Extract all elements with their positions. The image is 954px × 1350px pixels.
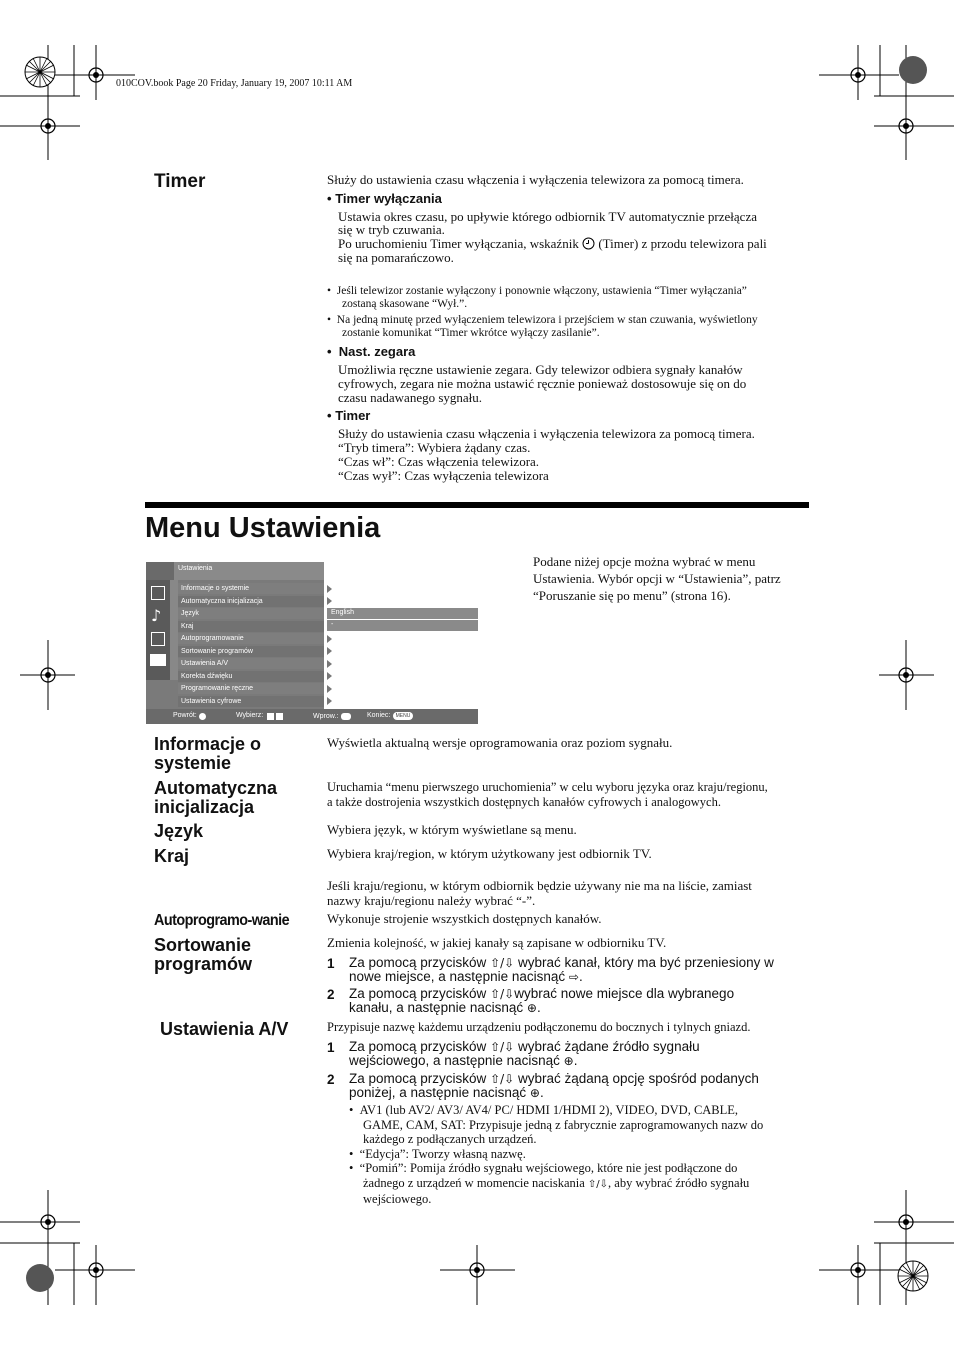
step-text: kanału, a następnie nacisnąć (349, 1000, 524, 1015)
heading-line: programów (154, 954, 253, 974)
heading-line: systemie (154, 753, 232, 773)
step-text: Za pomocą przycisków (349, 986, 487, 1001)
menu-item[interactable] (178, 658, 324, 669)
sort-step-1: Za pomocą przycisków ⇧/⇩ wybrać kanał, który ma być przeniesiony w nowe miejsce, a następnie nacisnąć ⇨. (349, 955, 774, 984)
desc-auto-init (327, 780, 768, 810)
bullet-dot: • (349, 1146, 354, 1161)
heading-country: Kraj (154, 846, 190, 866)
sort-step-2: Za pomocą przycisków ⇧/⇩wybrać nowe miejsce dla wybranego kanału, a następnie nacisnąć ⊕. (349, 986, 735, 1015)
country-value: - (331, 621, 334, 628)
enter-icon: ⊕ (529, 1086, 540, 1100)
footer-exit: Koniec: (367, 712, 391, 719)
bullet-dot: • (349, 1103, 354, 1117)
up-down-arrows-icon: ⇧/⇩ (490, 1072, 515, 1086)
option-text: AV1 (lub AV2/ AV3/ AV4/ PC/ HDMI 1/HDMI 2), VIDEO, DVD, CABLE, (359, 1103, 739, 1117)
sound-icon[interactable]: ♪ (151, 606, 162, 625)
bullet-dot: • (349, 1161, 354, 1175)
desc-country-note (327, 878, 752, 908)
option-text: GAME, CAM, SAT: Przypisuje jedną z fabrycznie zaprogramowanych nazw do (363, 1117, 764, 1132)
note-1-line2: zostaną skasowane “Wył.”. (342, 298, 468, 310)
av-options-list (349, 1103, 763, 1207)
step-text: wybrać nowe miejsce dla wybranego (514, 986, 735, 1001)
menu-item[interactable] (178, 646, 324, 657)
footer-back: Powrót: (173, 712, 197, 719)
footer-select: Wybierz: (236, 712, 264, 719)
menu-item-label: Korekta dźwięku (181, 672, 233, 680)
timer-b1-line4: się na pomarańczowo. (338, 250, 454, 265)
features-icon[interactable] (151, 632, 165, 646)
picture-icon[interactable] (151, 586, 165, 600)
timer-b3-line2: “Tryb timera”: Wybiera żądany czas. (338, 440, 531, 455)
up-down-arrows-icon: ⇧/⇩ (490, 956, 515, 970)
step-text: nowe miejsce, a następnie nacisnąć (349, 969, 566, 984)
timer-b3-line3: “Czas wł”: Czas włączenia telewizora. (338, 454, 540, 469)
step-text: poniżej, a następnie nacisnąć (349, 1085, 527, 1100)
settings-icon[interactable] (150, 654, 166, 666)
av-step-1: Za pomocą przycisków ⇧/⇩ wybrać żądane źródło sygnału wejściowego, a następnie nacisnąć ⊕. (349, 1039, 700, 1068)
heading-line: Informacje o (154, 734, 262, 754)
desc-line: a także dostrojenia wszystkich dostępnych kanałów cyfrowych i analogowych. (327, 795, 721, 809)
heading-line: inicjalizacja (154, 797, 255, 817)
submenu-arrow-icon (327, 697, 332, 705)
heading-auto-init (154, 779, 277, 817)
bullet-timer (327, 408, 370, 423)
timer-b1-line1: Ustawia okres czasu, po upływie którego odbiornik TV automatycznie przełącza (338, 209, 757, 224)
step-text: wejściowego, a następnie nacisnąć (349, 1053, 560, 1068)
desc-sort: Zmienia kolejność, w jakiej kanały są zapisane w odbiorniku TV. (327, 935, 667, 950)
heading-sort (154, 936, 252, 974)
up-down-arrows-icon: ⇧/⇩ (490, 987, 515, 1001)
desc-line: nazwy kraju/regionu należy wybrać “-”. (327, 893, 536, 908)
menu-item[interactable] (178, 608, 324, 619)
menu-item[interactable] (178, 633, 324, 644)
menu-item[interactable] (178, 696, 324, 707)
up-down-arrows-icon: ⇧/⇩ (490, 1040, 515, 1054)
option-text: “Edycja”: Tworzy własną nazwę. (359, 1146, 526, 1161)
note-2-line2: zostanie komunikat “Timer wkrótce wyłączy zasilanie”. (342, 327, 600, 339)
language-value: English (331, 609, 354, 616)
submenu-arrow-icon (327, 685, 332, 693)
timer-intro: Służy do ustawienia czasu włączenia i wyłączenia telewizora za pomocą timera. (327, 172, 744, 187)
submenu-arrow-icon (327, 660, 332, 668)
menu-item-label: Automatyczna inicjalizacja (181, 597, 263, 605)
heading-language: Język (154, 821, 204, 841)
menu-right-blank (324, 562, 478, 724)
timer-icon (582, 237, 595, 250)
menu-divider (170, 580, 178, 680)
option-text: wejściowego. (363, 1192, 432, 1206)
menu-item-label: Autoprogramowanie (181, 635, 244, 642)
bullet-title: Timer (335, 408, 371, 423)
menu-intro (533, 553, 781, 604)
value-row-country[interactable] (327, 620, 478, 631)
desc-line: Jeśli kraju/regionu, w którym odbiornik będzie używany nie ma na liście, zamiast (327, 878, 752, 893)
step-text: wybrać kanał, który ma być przeniesiony w (517, 955, 774, 970)
step-number: 1 (327, 956, 335, 971)
menu-item[interactable] (178, 621, 324, 632)
menu-item-label: Programowanie ręczne (181, 685, 253, 692)
step-text: wybrać żądaną opcję spośród podanych (517, 1071, 759, 1086)
enter-icon: ⊕ (526, 1001, 537, 1015)
menu-item-label: Język (181, 610, 199, 617)
note-2 (327, 313, 758, 327)
option-text: “Pomiń”: Pomija źródło sygnału wejściowego, które nie jest podłączone do (359, 1161, 738, 1175)
av-option-2 (349, 1147, 763, 1162)
back-button-icon (199, 713, 206, 720)
av-step-2: Za pomocą przycisków ⇧/⇩ wybrać żądaną opcję spośród podanych poniżej, a następnie nacisnąć ⊕. (349, 1071, 759, 1100)
enter-icon: ⊕ (563, 1054, 574, 1068)
menu-title: Ustawienia (178, 565, 213, 572)
timer-b2-line1: Umożliwia ręczne ustawienie zegara. Gdy telewizor odbiera sygnały kanałów (338, 362, 743, 377)
note-text: Jeśli telewizor zostanie wyłączony i ponownie włączony, ustawienia “Timer wyłączania” (336, 285, 747, 297)
heading-av-settings: Ustawienia A/V (160, 1019, 289, 1039)
step-number: 2 (327, 987, 335, 1002)
timer-b1-line2: się w tryb czuwania. (338, 222, 445, 237)
desc-language: Wybiera język, w którym wyświetlane są menu. (327, 822, 577, 837)
intro-line: Podane niżej opcje można wybrać w menu (533, 554, 756, 569)
enter-button-icon (341, 713, 351, 720)
desc-country: Wybiera kraj/region, w którym użytkowany jest odbiornik TV. (327, 846, 652, 861)
timer-b3-line1: Służy do ustawienia czasu włączenia i wyłączenia telewizora za pomocą timera. (338, 426, 755, 441)
section-rule (145, 502, 809, 508)
option-text: każdego z podłączanych urządzeń. (363, 1132, 537, 1146)
bullet-dot: • (327, 191, 332, 206)
menu-item-label: Kraj (181, 622, 194, 630)
av-option-1 (349, 1103, 763, 1118)
header-meta: 010COV.book Page 20 Friday, January 19, 2007 10:11 AM (116, 78, 353, 89)
step-number: 1 (327, 1040, 335, 1055)
heading-line: Automatyczna (154, 778, 278, 798)
menu-item-label: Informacje o systemie (181, 585, 250, 592)
submenu-arrow-icon (327, 635, 332, 643)
menu-icon-column (146, 580, 170, 680)
bullet-dot: • (327, 314, 332, 326)
step-text: Za pomocą przycisków (349, 1039, 487, 1054)
menu-footer (146, 709, 478, 724)
bullet-title: Nast. zegara (338, 344, 416, 359)
bullet-dot: • (327, 344, 332, 359)
step-text: Za pomocą przycisków (349, 955, 487, 970)
text-part: (Timer) z przodu telewizora pali (598, 236, 767, 251)
timer-b2-line2: cyfrowych, zegara nie można ustawić ręcznie ponieważ dostosowuje się on do (338, 376, 747, 391)
step-number: 2 (327, 1072, 335, 1087)
heading-autoprogram: Autoprogramo-wanie (154, 912, 290, 929)
menu-item-label: Ustawienia A/V (181, 660, 229, 667)
menu-item[interactable] (178, 596, 324, 607)
menu-button-icon: MENU (393, 712, 413, 720)
intro-line: “Poruszanie się po menu” (strona 16). (533, 588, 731, 603)
footer-enter: Wprow.: (313, 713, 339, 720)
desc-line: Uruchamia “menu pierwszego uruchomienia” w celu wyboru języka oraz kraju/regionu, (327, 780, 768, 794)
submenu-arrow-icon (327, 597, 332, 605)
timer-heading: Timer (154, 171, 206, 192)
menu-item-label: Sortowanie programów (181, 647, 253, 655)
step-text: wybrać żądane źródło sygnału (517, 1039, 700, 1054)
text-part: Po uruchomieniu Timer wyłączania, wskaźnik (338, 236, 579, 251)
intro-line: Ustawienia. Wybór opcji w “Ustawienia”, patrz (533, 571, 781, 586)
timer-b2-line3: czasu nadawanego sygnału. (338, 390, 483, 405)
menu-item[interactable] (178, 583, 324, 594)
right-arrow-icon: ⇨ (568, 970, 579, 984)
bullet-dot: • (327, 285, 332, 297)
menu-item-label: Ustawienia cyfrowe (181, 697, 242, 705)
submenu-arrow-icon (327, 585, 332, 593)
value-row-language[interactable] (327, 608, 478, 619)
note-1 (327, 284, 747, 298)
bullet-title: Timer wyłączania (335, 191, 442, 206)
heading-line: Sortowanie (154, 935, 252, 955)
option-text: żadnego z urządzeń w momencie naciskania (363, 1175, 585, 1190)
av-option-3-line2 (349, 1176, 763, 1193)
bullet-clock (327, 344, 415, 359)
down-arrow-icon (276, 713, 283, 720)
desc-info-system: Wyświetla aktualną wersje oprogramowania oraz poziom sygnału. (327, 735, 673, 750)
menu-item[interactable] (178, 671, 324, 682)
timer-b1-line3 (338, 237, 767, 251)
submenu-arrow-icon (327, 672, 332, 680)
bullet-dot: • (327, 408, 332, 423)
step-text: Za pomocą przycisków (349, 1071, 487, 1086)
up-down-arrows-icon: ⇧/⇩ (587, 1178, 609, 1190)
up-arrow-icon (267, 713, 274, 720)
timer-b3-line4: “Czas wył”: Czas wyłączenia telewizora (338, 468, 549, 483)
heading-info-system (154, 735, 261, 773)
note-text: Na jedną minutę przed wyłączeniem telewizora i przejściem w stan czuwania, wyświetlony (336, 314, 758, 326)
page-title: Menu Ustawienia (145, 512, 381, 544)
submenu-arrow-icon (327, 647, 332, 655)
desc-autoprogram: Wykonuje strojenie wszystkich dostępnych kanałów. (327, 911, 602, 926)
menu-item[interactable] (178, 683, 324, 694)
desc-av-settings: Przypisuje nazwę każdemu urządzeniu podłączonemu do bocznych i tylnych gniazd. (327, 1020, 751, 1034)
option-text: , aby wybrać źródło sygnału (608, 1175, 750, 1190)
bullet-timer-off (327, 191, 442, 206)
av-option-3 (349, 1161, 763, 1176)
